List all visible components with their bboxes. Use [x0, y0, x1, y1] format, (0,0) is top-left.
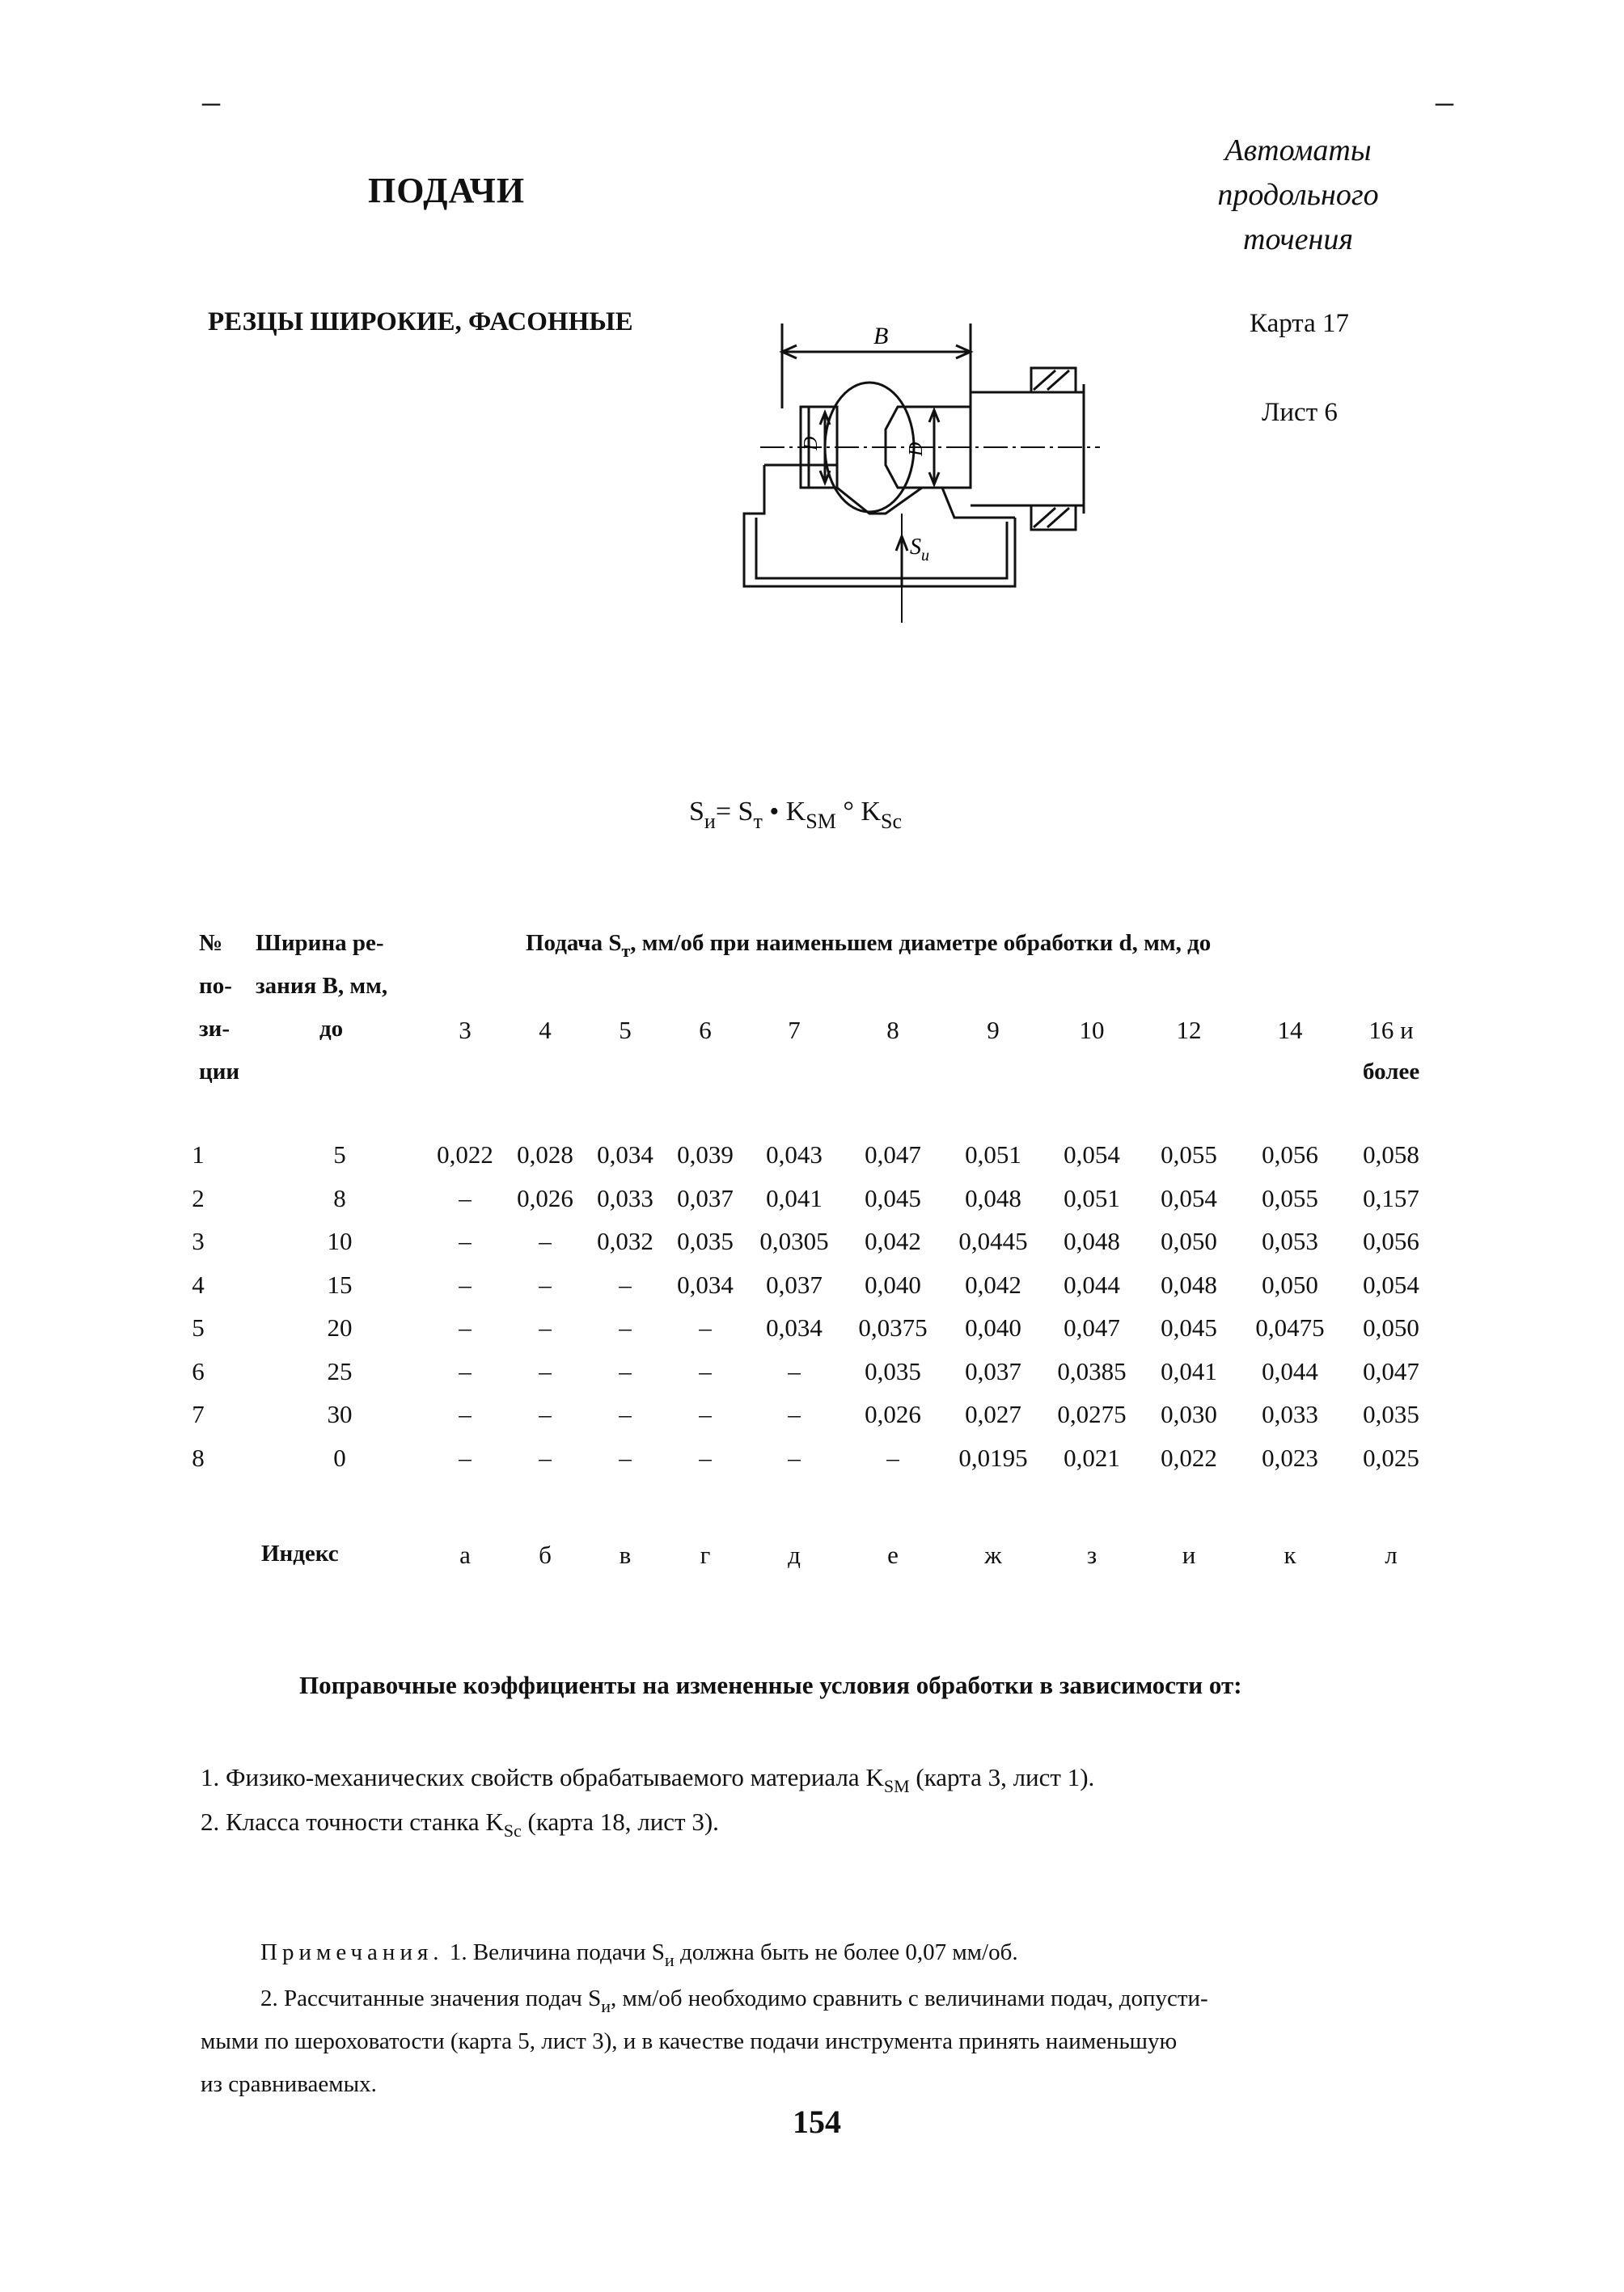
- feed-value-cell: 0,025: [1363, 1443, 1419, 1472]
- feed-value-cell: 0,055: [1262, 1183, 1318, 1212]
- feed-value-cell: 0,034: [677, 1270, 734, 1299]
- corrections-heading: Поправочные коэффициенты на измененные условия обработки в зависимости от:: [299, 1671, 1242, 1699]
- feed-value-cell: 0,043: [766, 1140, 823, 1169]
- index-letter-6: е: [887, 1541, 899, 1569]
- feed-value-cell: 0,035: [677, 1227, 734, 1255]
- feed-value-cell: 0,034: [597, 1140, 653, 1169]
- machine-type-line2: продольного: [1217, 178, 1379, 212]
- feed-value-cell: 0,027: [965, 1400, 1021, 1428]
- feed-value-cell: 0,026: [517, 1183, 573, 1212]
- col-no-line2: по-: [199, 973, 232, 999]
- feed-value-cell: –: [539, 1270, 552, 1299]
- index-letter-5: д: [788, 1541, 801, 1569]
- feed-value-cell: 0,048: [1161, 1270, 1217, 1299]
- feed-value-cell: –: [886, 1443, 899, 1472]
- row-cut-width: 30: [327, 1400, 353, 1428]
- cutting-diagram: [728, 311, 1116, 627]
- feed-value-cell: –: [539, 1356, 552, 1385]
- feed-value-cell: –: [459, 1443, 472, 1472]
- machine-type-line1: Автоматы: [1224, 133, 1372, 167]
- feed-value-cell: 0,035: [865, 1356, 921, 1385]
- row-position-number: 5: [192, 1313, 205, 1342]
- feed-value-cell: –: [539, 1443, 552, 1472]
- note-2-line1: 2. Рассчитанные значения подач $S_и$, мм/об необходимо сравнить с величинами подач, допусти-: [260, 1985, 1208, 2016]
- feed-value-cell: 0,0445: [958, 1227, 1028, 1255]
- index-letter-11: л: [1385, 1541, 1398, 1569]
- feed-value-cell: –: [459, 1270, 472, 1299]
- feed-value-cell: 0,044: [1064, 1270, 1120, 1299]
- feed-value-cell: 0,0375: [858, 1313, 928, 1342]
- index-letter-4: г: [700, 1541, 711, 1569]
- feed-value-cell: –: [699, 1313, 712, 1342]
- feed-value-cell: –: [699, 1356, 712, 1385]
- diameter-header-11: 16 и: [1368, 1016, 1414, 1044]
- feed-value-cell: –: [459, 1356, 472, 1385]
- feed-value-cell: 0,044: [1262, 1356, 1318, 1385]
- index-letter-2: б: [539, 1541, 552, 1569]
- feed-value-cell: 0,048: [1064, 1227, 1120, 1255]
- feed-value-cell: 0,051: [1064, 1183, 1120, 1212]
- feed-value-cell: –: [539, 1400, 552, 1428]
- index-letter-7: ж: [984, 1541, 1002, 1569]
- feed-value-cell: 0,050: [1262, 1270, 1318, 1299]
- feed-value-cell: 0,022: [437, 1140, 493, 1169]
- feed-value-cell: 0,037: [965, 1356, 1021, 1385]
- row-cut-width: 0: [333, 1443, 346, 1472]
- row-position-number: 2: [192, 1183, 205, 1212]
- col-no-line1: №: [199, 930, 223, 956]
- row-position-number: 6: [192, 1356, 205, 1385]
- feed-value-cell: 0,054: [1363, 1270, 1419, 1299]
- feed-value-cell: 0,032: [597, 1227, 653, 1255]
- feed-value-cell: 0,033: [597, 1183, 653, 1212]
- row-cut-width: 8: [333, 1183, 346, 1212]
- feed-value-cell: 0,034: [766, 1313, 823, 1342]
- feed-value-cell: 0,047: [865, 1140, 921, 1169]
- index-label: Индекс: [261, 1541, 339, 1567]
- feed-value-cell: 0,051: [965, 1140, 1021, 1169]
- note-1: Примечания. 1. Величина подачи $S_и$ должна быть не более 0,07 мм/об.: [260, 1939, 1018, 1970]
- feed-value-cell: 0,041: [766, 1183, 823, 1212]
- top-left-dash: –: [202, 82, 220, 121]
- feed-value-cell: 0,028: [517, 1140, 573, 1169]
- row-cut-width: 20: [327, 1313, 353, 1342]
- row-cut-width: 5: [333, 1140, 346, 1169]
- index-letter-10: к: [1284, 1541, 1296, 1569]
- feed-value-cell: –: [788, 1356, 801, 1385]
- page-title: ПОДАЧИ: [368, 171, 526, 210]
- feed-value-cell: –: [459, 1183, 472, 1212]
- diameter-header-5: 7: [788, 1016, 801, 1044]
- feed-value-cell: 0,0305: [759, 1227, 829, 1255]
- correction-item-2: 2. Класса точности станка $K_{Sc}$ (карта 18, лист 3).: [201, 1808, 719, 1841]
- note-2-line3: из сравниваемых.: [201, 2071, 377, 2097]
- page-number: 154: [793, 2104, 841, 2140]
- feed-value-cell: 0,047: [1363, 1356, 1419, 1385]
- row-cut-width: 25: [327, 1356, 353, 1385]
- label-d-right: D: [906, 442, 927, 456]
- index-letter-8: з: [1086, 1541, 1097, 1569]
- tool-type: РЕЗЦЫ ШИРОКИЕ, ФАСОННЫЕ: [208, 307, 633, 336]
- col-no-line4: ции: [199, 1059, 240, 1085]
- diameter-header-7: 9: [987, 1016, 1000, 1044]
- feed-value-cell: 0,035: [1363, 1400, 1419, 1428]
- diameter-header-9: 12: [1176, 1016, 1202, 1044]
- feed-value-cell: 0,058: [1363, 1140, 1419, 1169]
- feed-value-cell: –: [699, 1400, 712, 1428]
- row-cut-width: 10: [327, 1227, 353, 1255]
- feed-value-cell: –: [619, 1356, 632, 1385]
- row-cut-width: 15: [327, 1270, 353, 1299]
- feed-value-cell: –: [699, 1443, 712, 1472]
- feed-value-cell: 0,053: [1262, 1227, 1318, 1255]
- feed-value-cell: 0,033: [1262, 1400, 1318, 1428]
- diameter-header-6: 8: [886, 1016, 899, 1044]
- feed-header: Подача $S_т$, мм/об при наименьшем диаметре обработки d, мм, до: [526, 930, 1212, 961]
- feed-value-cell: –: [619, 1400, 632, 1428]
- col-width-line1: Ширина ре-: [256, 930, 384, 956]
- diameter-header-2: 4: [539, 1016, 552, 1044]
- feed-value-cell: 0,050: [1161, 1227, 1217, 1255]
- row-position-number: 4: [192, 1270, 205, 1299]
- label-d-left: D: [801, 436, 822, 450]
- row-position-number: 1: [192, 1140, 205, 1169]
- feed-value-cell: 0,039: [677, 1140, 734, 1169]
- diameter-header-4: 6: [699, 1016, 712, 1044]
- feed-value-cell: 0,040: [965, 1313, 1021, 1342]
- feed-value-cell: 0,0385: [1057, 1356, 1127, 1385]
- index-letter-3: в: [619, 1541, 632, 1569]
- feed-value-cell: 0,042: [965, 1270, 1021, 1299]
- feed-value-cell: –: [539, 1313, 552, 1342]
- label-feed: $S_и$: [910, 535, 929, 565]
- feed-value-cell: –: [459, 1227, 472, 1255]
- index-letter-1: а: [459, 1541, 471, 1569]
- top-right-dash: –: [1436, 82, 1453, 121]
- feed-value-cell: 0,054: [1161, 1183, 1217, 1212]
- feed-value-cell: 0,037: [766, 1270, 823, 1299]
- feed-value-cell: 0,045: [1161, 1313, 1217, 1342]
- note-2-line2: мыми по шероховатости (карта 5, лист 3), и в качестве подачи инструмента принять наименьшую: [201, 2028, 1178, 2054]
- last-diameter-suffix: более: [1363, 1059, 1420, 1085]
- feed-value-cell: 0,026: [865, 1400, 921, 1428]
- index-letter-9: и: [1182, 1541, 1196, 1569]
- feed-value-cell: 0,021: [1064, 1443, 1120, 1472]
- row-position-number: 3: [192, 1227, 205, 1255]
- diameter-header-3: 5: [619, 1016, 632, 1044]
- feed-formula: $S_и= S_т$ • $K_{SM}$ ° $K_{Sc}$: [689, 797, 903, 833]
- feed-value-cell: –: [459, 1313, 472, 1342]
- machine-type-line3: точения: [1243, 222, 1353, 256]
- col-width-line3: до: [319, 1016, 344, 1042]
- feed-value-cell: 0,045: [865, 1183, 921, 1212]
- form-tool-outline: [744, 465, 1015, 586]
- feed-value-cell: 0,056: [1262, 1140, 1318, 1169]
- feed-value-cell: 0,0475: [1255, 1313, 1325, 1342]
- correction-item-1: 1. Физико-механических свойств обрабатываемого материала $K_{SM}$ (карта 3, лист 1).: [201, 1763, 1095, 1796]
- feed-value-cell: –: [539, 1227, 552, 1255]
- feed-value-cell: 0,157: [1363, 1183, 1419, 1212]
- feed-value-cell: 0,0195: [958, 1443, 1028, 1472]
- feed-value-cell: –: [619, 1270, 632, 1299]
- diameter-header-8: 10: [1079, 1016, 1105, 1044]
- feed-value-cell: 0,050: [1363, 1313, 1419, 1342]
- feed-value-cell: 0,041: [1161, 1356, 1217, 1385]
- sheet-number: Лист 6: [1262, 398, 1338, 427]
- feed-value-cell: 0,0275: [1057, 1400, 1127, 1428]
- diameter-header-10: 14: [1277, 1016, 1303, 1044]
- label-b: B: [873, 323, 889, 349]
- diameter-header-1: 3: [459, 1016, 472, 1044]
- feed-value-cell: 0,056: [1363, 1227, 1419, 1255]
- feed-value-cell: –: [788, 1443, 801, 1472]
- feed-value-cell: –: [619, 1313, 632, 1342]
- row-position-number: 8: [192, 1443, 205, 1472]
- feed-value-cell: 0,040: [865, 1270, 921, 1299]
- row-position-number: 7: [192, 1400, 205, 1428]
- feed-value-cell: 0,037: [677, 1183, 734, 1212]
- feed-value-cell: 0,042: [865, 1227, 921, 1255]
- feed-value-cell: 0,022: [1161, 1443, 1217, 1472]
- card-number: Карта 17: [1250, 309, 1350, 338]
- feed-value-cell: –: [788, 1400, 801, 1428]
- col-width-line2: зания B, мм,: [256, 973, 388, 999]
- feed-value-cell: –: [459, 1400, 472, 1428]
- feed-value-cell: 0,048: [965, 1183, 1021, 1212]
- feed-value-cell: 0,055: [1161, 1140, 1217, 1169]
- feed-value-cell: 0,054: [1064, 1140, 1120, 1169]
- feed-value-cell: –: [619, 1443, 632, 1472]
- feed-value-cell: 0,030: [1161, 1400, 1217, 1428]
- col-no-line3: зи-: [199, 1016, 230, 1042]
- feed-value-cell: 0,047: [1064, 1313, 1120, 1342]
- feed-value-cell: 0,023: [1262, 1443, 1318, 1472]
